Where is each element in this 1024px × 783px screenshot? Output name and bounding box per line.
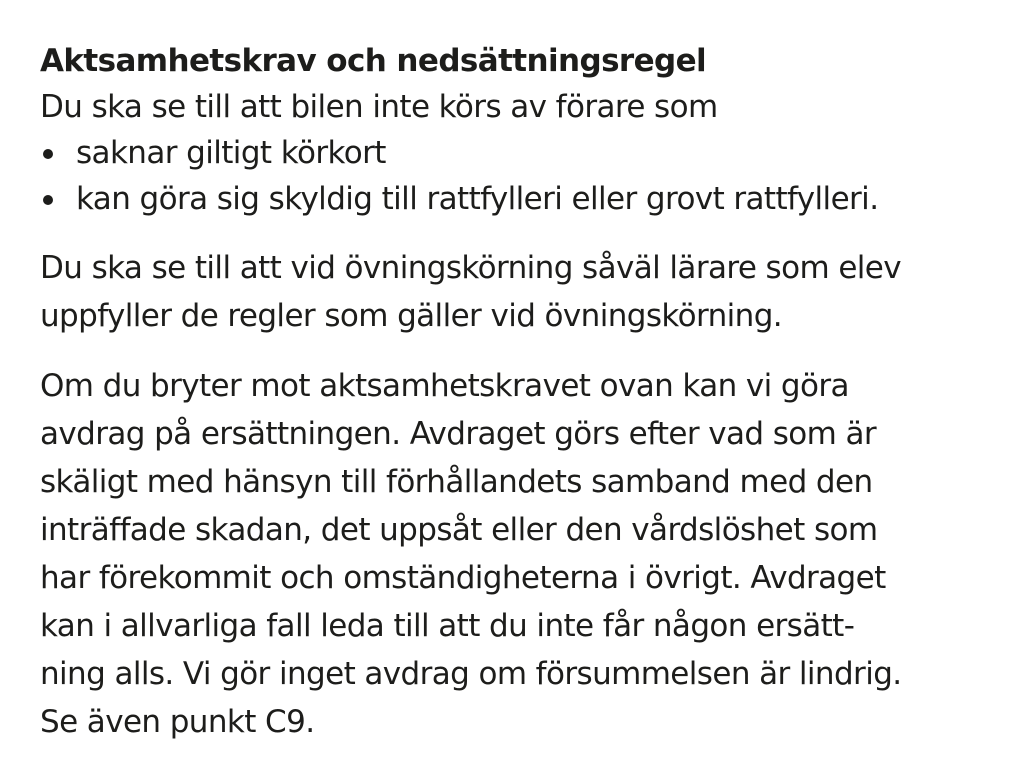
paragraph-line: kan i allvarliga fall leda till att du inte får någon ersätt-	[40, 608, 855, 644]
list-item	[40, 130, 984, 176]
paragraph-line: Se även punkt C9.	[40, 704, 315, 740]
paragraph-line: uppfyller de regler som gäller vid övningskörning.	[40, 298, 783, 334]
requirement-list	[40, 130, 984, 222]
list-item	[40, 176, 984, 222]
list-item-text: kan göra sig skyldig till rattfylleri eller grovt rattfylleri.	[76, 181, 879, 217]
intro-text: Du ska se till att bilen inte körs av förare som	[40, 89, 718, 125]
paragraph-line: ning alls. Vi gör inget avdrag om försummelsen är lindrig.	[40, 656, 902, 692]
deduction-paragraph	[40, 362, 984, 746]
section-heading: Aktsamhetskrav och nedsättningsregel	[40, 43, 707, 79]
paragraph-line: skäligt med hänsyn till förhållandets samband med den	[40, 464, 873, 500]
paragraph-line: avdrag på ersättningen. Avdraget görs efter vad som är	[40, 416, 877, 452]
list-item-text: saknar giltigt körkort	[76, 135, 386, 171]
bullet-icon	[43, 195, 53, 205]
bullet-icon	[43, 149, 53, 159]
practice-driving-paragraph	[40, 244, 984, 340]
paragraph-line: har förekommit och omständigheterna i övrigt. Avdraget	[40, 560, 886, 596]
paragraph-line: Om du bryter mot aktsamhetskravet ovan kan vi göra	[40, 368, 849, 404]
paragraph-line: inträffade skadan, det uppsåt eller den vårdslöshet som	[40, 512, 878, 548]
paragraph-line: Du ska se till att vid övningskörning såväl lärare som elev	[40, 250, 902, 286]
